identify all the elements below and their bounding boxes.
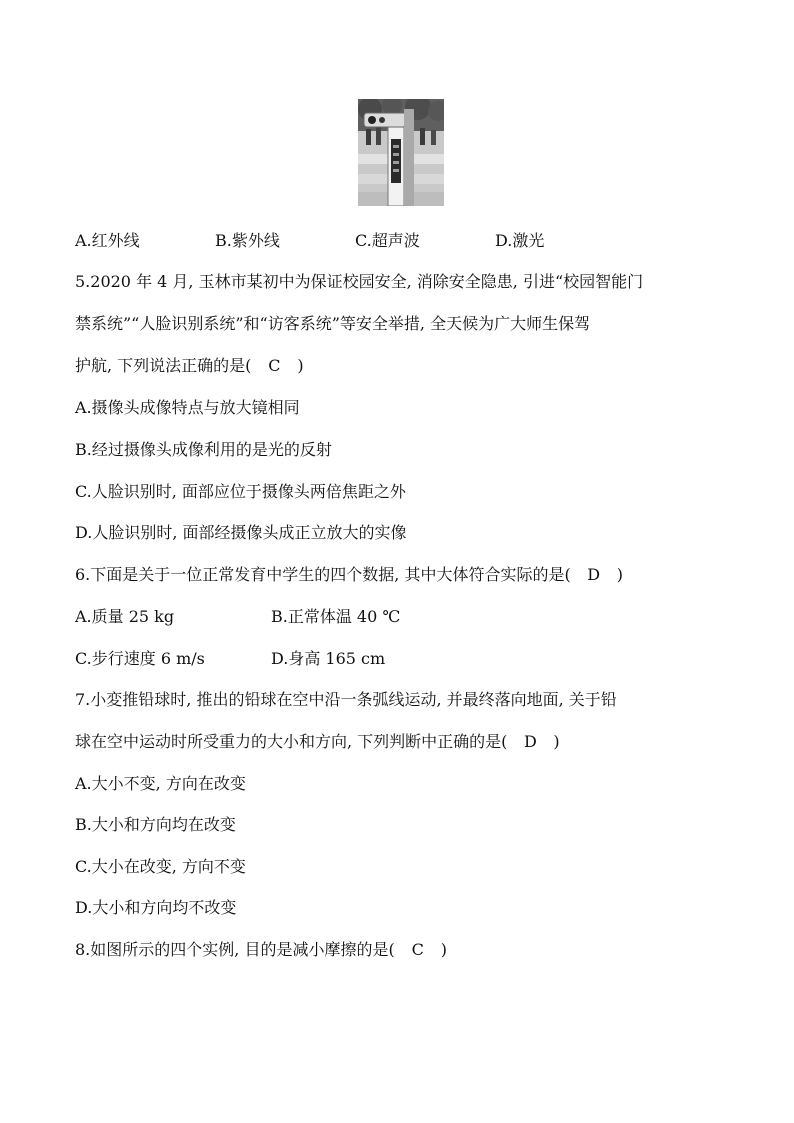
q4-option-a: A.红外线 xyxy=(75,231,140,250)
q7-option-c: C.大小在改变, 方向不变 xyxy=(75,857,246,876)
q5-option-c: C.人脸识别时, 面部应位于摄像头两倍焦距之外 xyxy=(75,482,406,501)
q7-stem-line-1: 7.小変推铅球时, 推出的铅球在空中沿一条弧线运动, 并最终落向地面, 关于铅 xyxy=(75,690,617,709)
q7-option-a: A.大小不变, 方向在改变 xyxy=(75,774,246,793)
q7-close-paren: ) xyxy=(553,732,560,751)
q7-option-d: D.大小和方向均不改变 xyxy=(75,898,237,917)
q6-option-a: A.质量 25 kg xyxy=(75,607,175,626)
q7-stem-text: 球在空中运动时所受重力的大小和方向, 下列判断中正确的是( xyxy=(75,732,508,751)
q7-option-b: B.大小和方向均在改变 xyxy=(75,815,236,834)
q5-option-a: A.摄像头成像特点与放大镜相同 xyxy=(75,398,300,417)
q5-option-b: B.经过摄像头成像利用的是光的反射 xyxy=(75,440,332,459)
q8-stem xyxy=(75,940,447,960)
q4-option-b: B.紫外线 xyxy=(215,231,280,250)
q6-close-paren: ) xyxy=(616,565,623,584)
q7-stem-line-2 xyxy=(75,732,560,752)
q5-stem-text: 护航, 下列说法正确的是( xyxy=(75,356,252,375)
q8-answer: C xyxy=(411,940,424,959)
q5-answer: C xyxy=(268,356,281,375)
q4-option-d: D.激光 xyxy=(495,231,545,250)
q6-answer: D xyxy=(587,565,601,584)
gate-photo-image xyxy=(358,99,444,206)
q5-close-paren: ) xyxy=(297,356,304,375)
gate-photo xyxy=(358,99,444,206)
q6-option-b: B.正常体温 40 ℃ xyxy=(271,607,401,626)
q6-option-d: D.身高 165 cm xyxy=(271,649,386,668)
q8-close-paren: ) xyxy=(440,940,447,959)
q4-option-c: C.超声波 xyxy=(355,231,420,250)
q6-option-c: C.步行速度 6 m/s xyxy=(75,649,205,668)
q6-stem-text: 6.下面是关于一位正常发育中学生的四个数据, 其中大体符合实际的是( xyxy=(75,565,571,584)
q6-stem xyxy=(75,565,623,585)
q5-stem-line-3 xyxy=(75,356,304,376)
q5-stem-line-1: 5.2020 年 4 月, 玉林市某初中为保证校园安全, 消除安全隐患, 引进“校园智能门 xyxy=(75,272,644,291)
q8-stem-text: 8.如图所示的四个实例, 目的是减小摩擦的是( xyxy=(75,940,395,959)
q7-answer: D xyxy=(524,732,537,751)
q5-option-d: D.人脸识别时, 面部经摄像头成正立放大的实像 xyxy=(75,523,407,542)
q5-stem-line-2: 禁系统”“人脸识别系统”和“访客系统”等安全举措, 全天候为广大师生保驾 xyxy=(75,314,591,333)
